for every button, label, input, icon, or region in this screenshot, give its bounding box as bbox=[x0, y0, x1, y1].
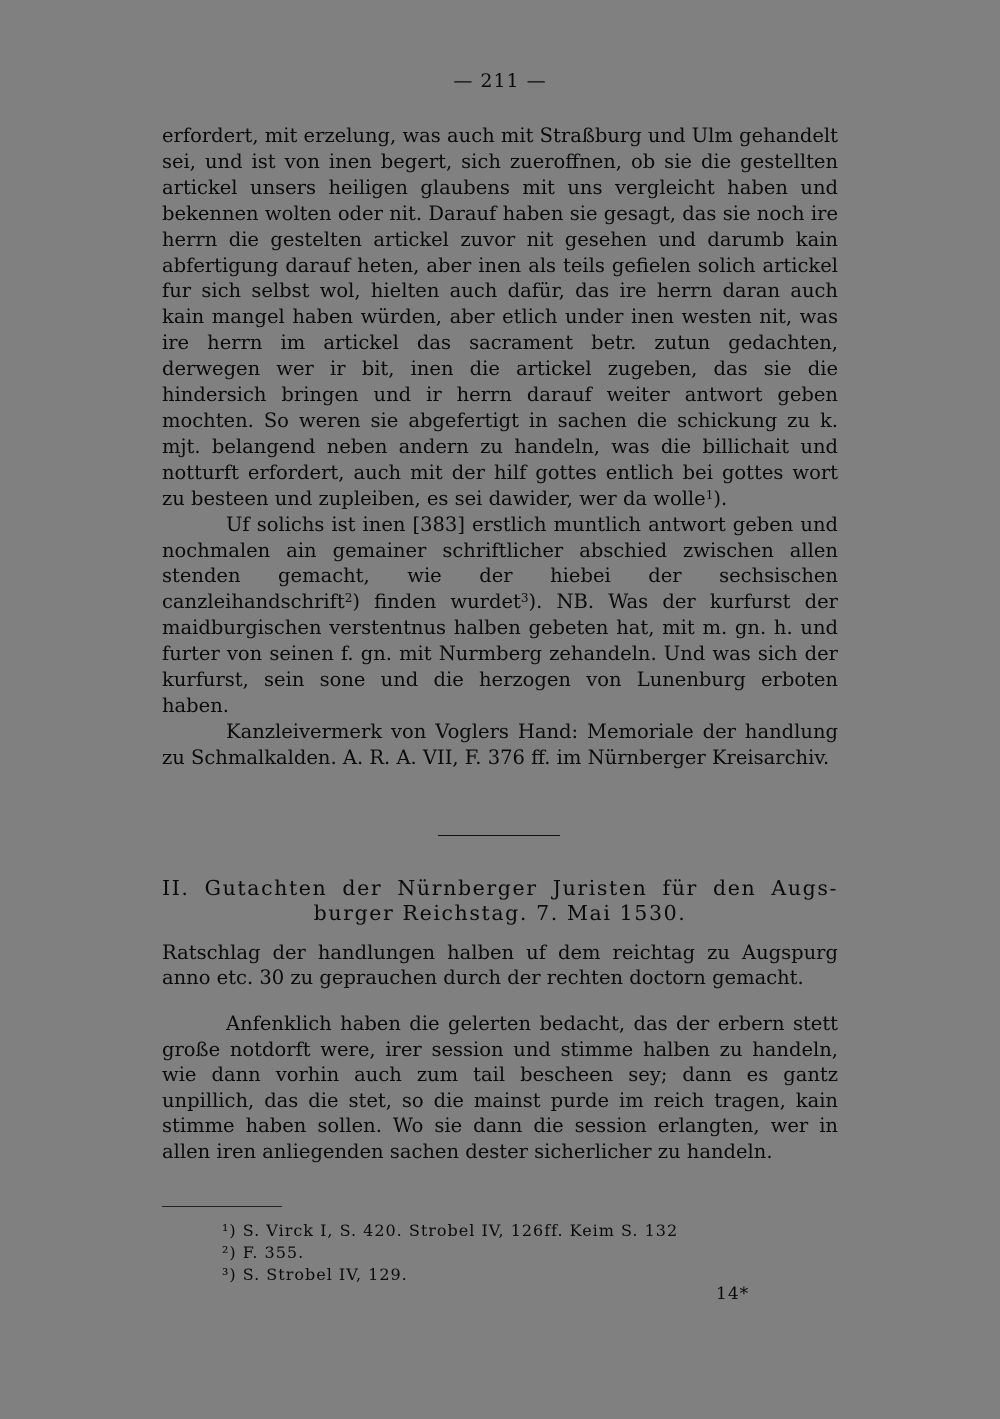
section-intro: Ratschlag der handlungen halben uf dem reichtag zu Augspurg anno etc. 30 zu geprauchen durch der rechten doctorn gemacht. bbox=[162, 941, 838, 989]
section-heading-line-2: burger Reichstag. 7. Mai 1530. bbox=[313, 901, 687, 925]
section-heading bbox=[162, 876, 838, 926]
paragraph-1: erfordert, mit erzelung, was auch mit Straßburg und Ulm gehandelt sei, und ist von inen begert, sich zueroffnen, ob sie die gestellten artickel unsers heiligen glaubens mit uns vergleicht haben und bekennen wolten oder nit. Darauf haben sie gesagt, das sie noch ire herrn die gestelten artickel zuvor nit gesehen und darumb kain abfertigung darauf heten, aber inen als teils gefielen solich artickel fur sich selbst wol, hielten auch dafür, das ire herrn daran auch kain mangel haben würden, aber etlich under inen westen nit, was ire herrn im artickel das sacrament betr. zutun gedachten, derwegen wer ir bit, inen die artickel zugeben, das sie die hindersich bringen und ir herrn darauf weiter antwort geben mochten. So weren sie abgefertigt in sachen die schickung zu k. mjt. belangend neben andern zu handeln, was die billichait und notturft erfordert, auch mit der hilf gottes entlich bei gottes wort zu besteen und zupleiben, es sei dawider, wer da wolle$^1$). bbox=[162, 124, 838, 510]
footnote-ref-1[interactable]: 1 bbox=[705, 487, 714, 502]
main-text bbox=[162, 123, 838, 771]
section-heading-line-1: II. Gutachten der Nürnberger Juristen für den Augs- bbox=[162, 876, 838, 900]
footnote-3: ³) S. Strobel IV, 129. bbox=[222, 1265, 408, 1284]
footnote-ref-3[interactable]: 3 bbox=[520, 591, 529, 606]
footnote-1: ¹) S. Virck I, S. 420. Strobel IV, 126ff. Keim S. 132 bbox=[222, 1221, 679, 1240]
paragraph-3: Kanzleivermerk von Voglers Hand: Memoriale der handlung zu Schmalkalden. A. R. A. VII, F. 376 ff. im Nürnberger Kreisarchiv. bbox=[162, 719, 838, 769]
paragraph-2: Uf solichs ist inen [383] erstlich muntlich antwort geben und nochmalen ain gemainer schriftlicher abschied zwischen allen stenden gemacht, wie der hiebei der sechsischen canzleihandschrift$^2$) finden wurdet$^3$). NB. Was der kurfurst der maidburgischen verstentnus halben gebeten hat, mit m. gn. h. und furter von seinen f. gn. mit Nurmberg zehandeln. Und was sich der kurfurst, sein sone und die herzogen von Lunenburg erboten haben. bbox=[162, 512, 838, 717]
footnote-2: ²) F. 355. bbox=[222, 1243, 305, 1262]
page-number: — 211 — bbox=[453, 70, 547, 92]
footnote-rule bbox=[162, 1206, 282, 1207]
section-divider bbox=[438, 835, 560, 836]
footnotes bbox=[222, 1220, 802, 1286]
section-body bbox=[162, 1011, 838, 1164]
footnote-ref-2[interactable]: 2 bbox=[344, 591, 353, 606]
signature-mark: 14* bbox=[716, 1284, 750, 1304]
section-paragraph: Anfenklich haben die gelerten bedacht, das der erbern stett große notdorft were, irer session und stimme halben zu handeln, wie dann vorhin auch zum tail bescheen sey; dann es gantz unpillich, das die stet, so die mainst purde im reich tragen, kain stimme haben sollen. Wo sie dann die session erlangten, wer in allen iren anliegenden sachen dester sicherlicher zu handeln. bbox=[162, 1012, 838, 1163]
